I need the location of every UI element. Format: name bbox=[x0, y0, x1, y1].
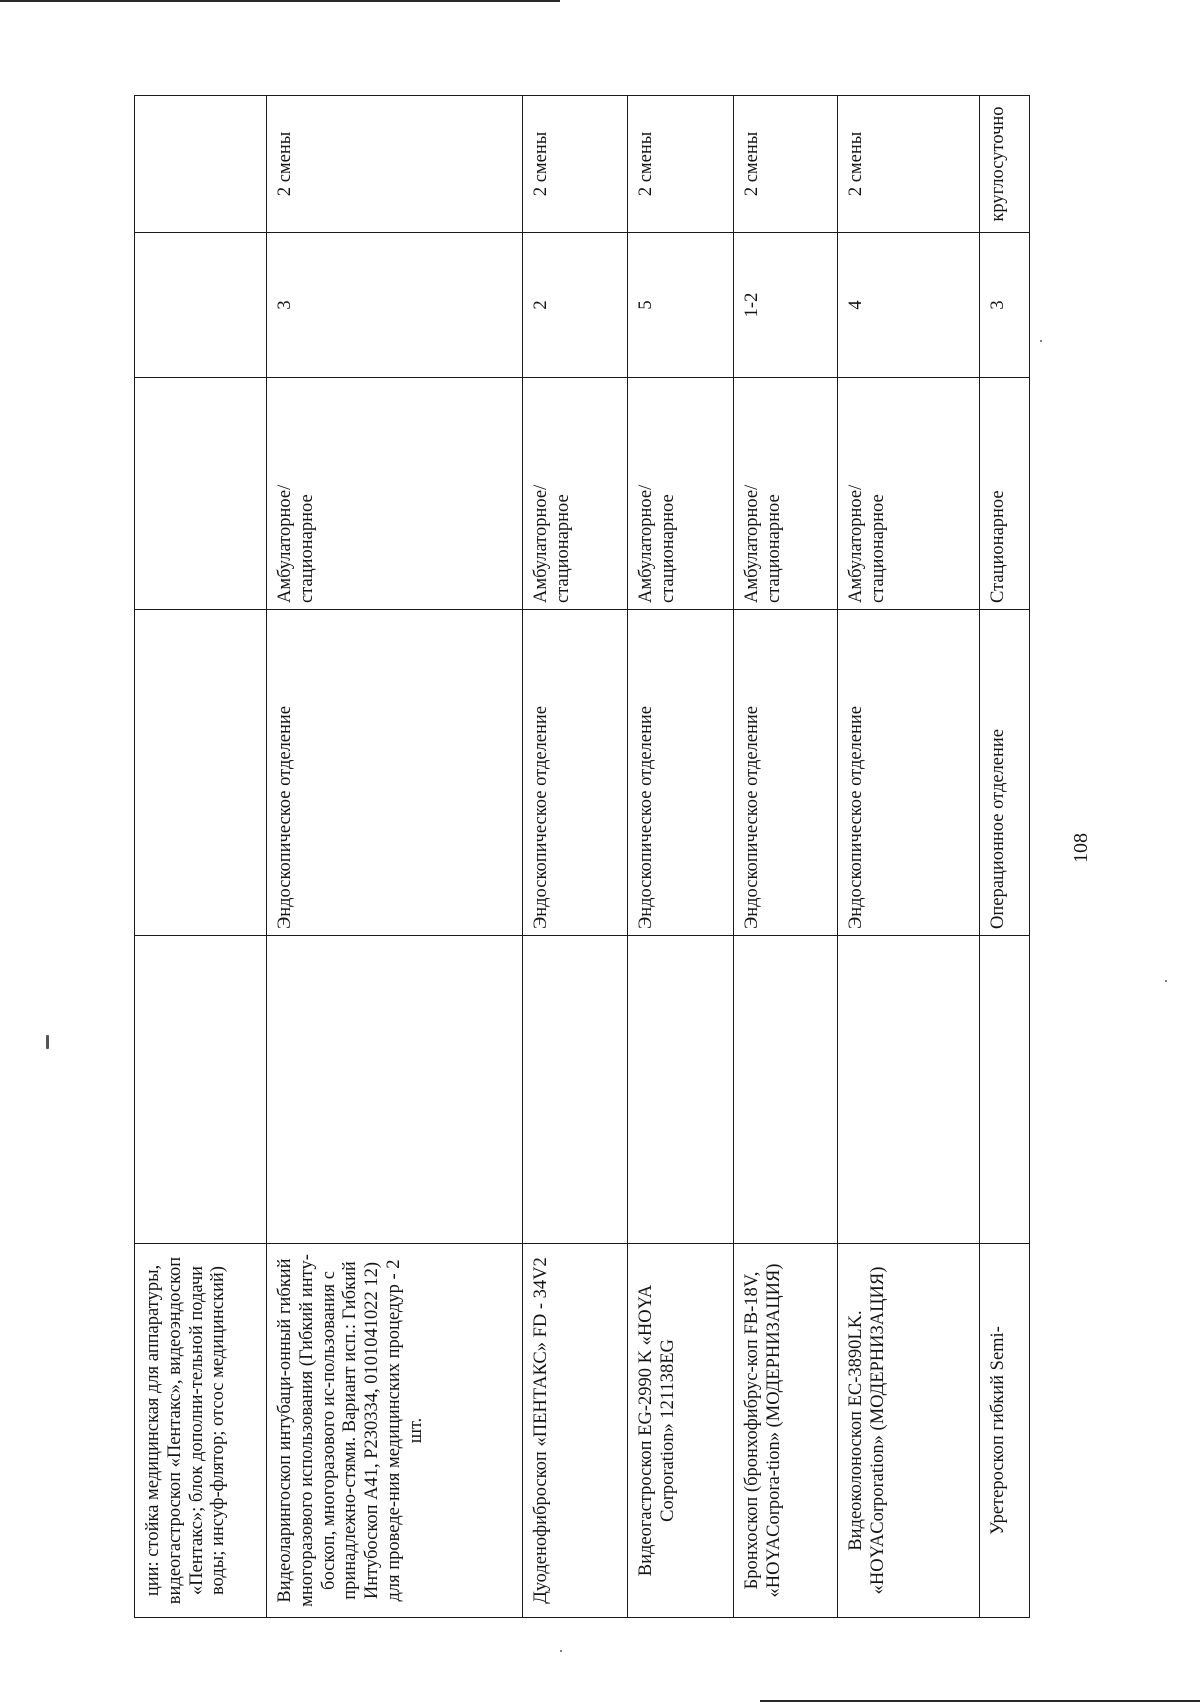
cell-equipment-name: Видеогастроскоп EG-2990 K «HOYA Corporation» 121138EG bbox=[628, 1244, 734, 1618]
cell-department: Эндоскопическое отделение bbox=[628, 610, 734, 936]
cell-equipment-name: Видеоларингоскоп интубаци-онный гибкий многоразового использования (Гибкий инту-боскоп, многоразового ис-пользования с принадлежно-стями. Вариант исп.: Гибкий Интубоскоп А41, Р230334, 0101041022 12) для проведе-ния медицинских процедур - 2 шт. bbox=[267, 1244, 523, 1618]
cell-blank bbox=[267, 936, 523, 1244]
cell-shifts: 2 смены bbox=[734, 96, 838, 233]
cell-equipment-name: ции: стойка медицинская для аппаратуры, видеогастроскоп «Пентакс», видеоэндоскоп «Пентакс»; блок дополни-тельной подачи воды; инсуф-флятор; отсос медицинский) bbox=[135, 1244, 267, 1618]
cell-equipment-name: Дуоденофиброскоп «ПЕНТАКС» FD - 34V2 bbox=[523, 1244, 628, 1618]
page-number: 108 bbox=[1070, 833, 1092, 863]
cell-department bbox=[135, 610, 267, 936]
cell-blank bbox=[734, 936, 838, 1244]
cell-blank bbox=[523, 936, 628, 1244]
cell-blank bbox=[135, 936, 267, 1244]
table-row bbox=[135, 96, 267, 1618]
cell-blank bbox=[980, 936, 1030, 1244]
cell-count: 1-2 bbox=[734, 233, 838, 378]
table-row bbox=[980, 96, 1030, 1618]
cell-mode: Амбулаторное/ стационарное bbox=[838, 378, 980, 610]
cell-blank bbox=[838, 936, 980, 1244]
cell-mode: Амбулаторное/ стационарное bbox=[734, 378, 838, 610]
cell-shifts: 2 смены bbox=[267, 96, 523, 233]
cell-equipment-name: Уретероскоп гибкий Semi- bbox=[980, 1244, 1030, 1618]
cell-count: 4 bbox=[838, 233, 980, 378]
table-row bbox=[838, 96, 980, 1618]
cell-equipment-name: Бронхоскоп (бронхофибрус-коп FB-18V, «HOYACorpora-tion» (МОДЕРНИЗАЦИЯ) bbox=[734, 1244, 838, 1618]
equipment-table bbox=[134, 95, 1030, 1618]
cell-department: Эндоскопическое отделение bbox=[523, 610, 628, 936]
table-row bbox=[267, 96, 523, 1618]
table-row bbox=[628, 96, 734, 1618]
cell-mode: Амбулаторное/ стационарное bbox=[267, 378, 523, 610]
cell-mode: Стационарное bbox=[980, 378, 1030, 610]
cell-shifts: 2 смены bbox=[628, 96, 734, 233]
cell-count bbox=[135, 233, 267, 378]
cell-department: Эндоскопическое отделение bbox=[838, 610, 980, 936]
cell-blank bbox=[628, 936, 734, 1244]
cell-count: 2 bbox=[523, 233, 628, 378]
cell-shifts: 2 смены bbox=[523, 96, 628, 233]
cell-count: 3 bbox=[267, 233, 523, 378]
cell-mode: Амбулаторное/ стационарное bbox=[523, 378, 628, 610]
cell-mode: Амбулаторное/ стационарное bbox=[628, 378, 734, 610]
cell-equipment-name: Видеоколоноскоп EC-3890LK. «HOYACorporation» (МОДЕРНИЗАЦИЯ) bbox=[838, 1244, 980, 1618]
table-row bbox=[523, 96, 628, 1618]
cell-department: Операционное отделение bbox=[980, 610, 1030, 936]
cell-count: 5 bbox=[628, 233, 734, 378]
cell-count: 3 bbox=[980, 233, 1030, 378]
cell-mode bbox=[135, 378, 267, 610]
cell-shifts: 2 смены bbox=[838, 96, 980, 233]
cell-department: Эндоскопическое отделение bbox=[267, 610, 523, 936]
cell-shifts bbox=[135, 96, 267, 233]
cell-shifts: круглосуточно bbox=[980, 96, 1030, 233]
cell-department: Эндоскопическое отделение bbox=[734, 610, 838, 936]
table-row bbox=[734, 96, 838, 1618]
